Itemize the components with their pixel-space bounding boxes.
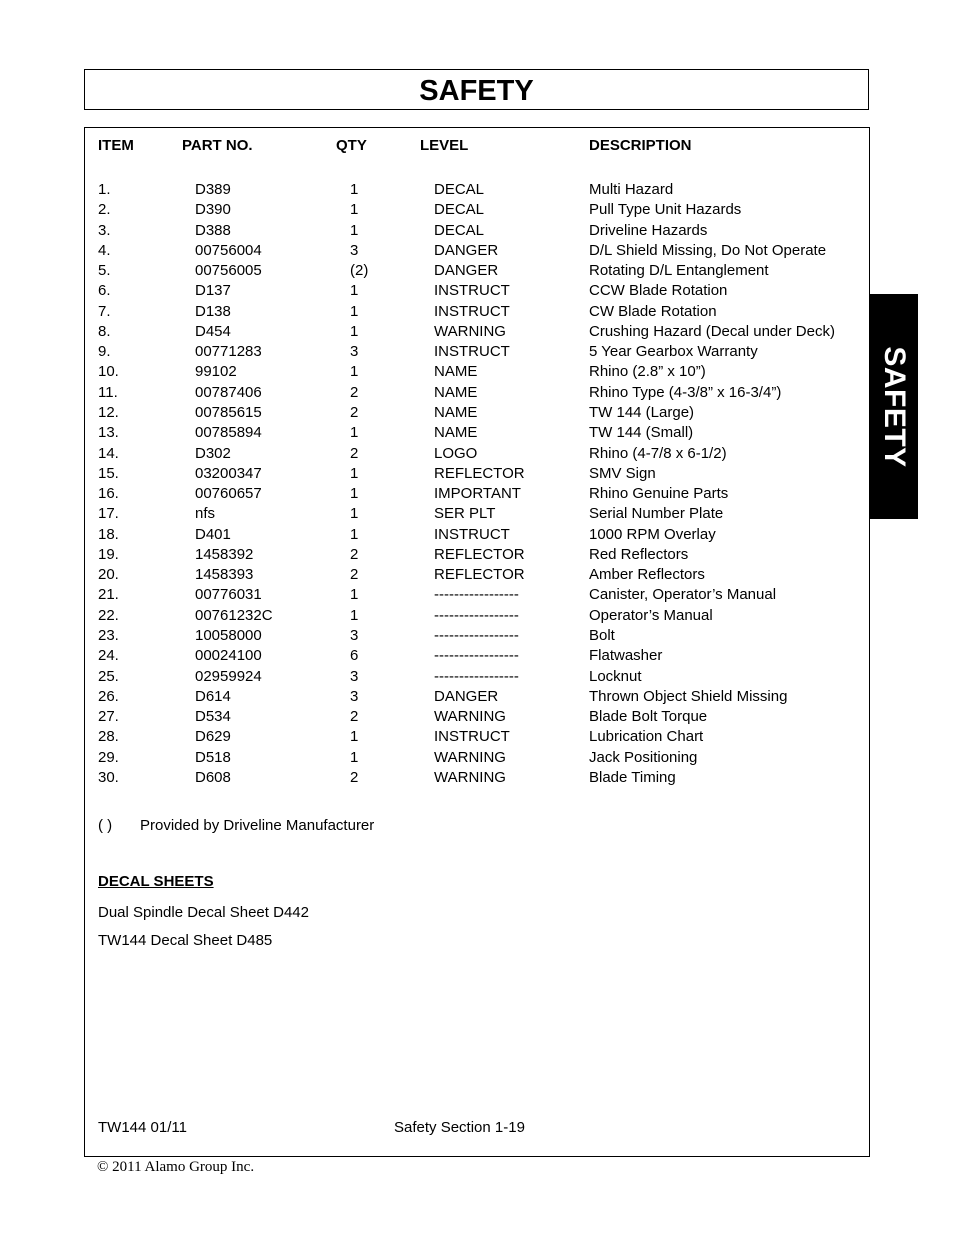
item-number-cell: 7. <box>98 302 111 320</box>
item-number-cell: 23. <box>98 626 119 644</box>
level-cell: ----------------- <box>434 667 519 685</box>
column-header-level: LEVEL <box>420 137 469 154</box>
item-number-cell: 21. <box>98 586 119 604</box>
item-number-cell: 25. <box>98 667 119 685</box>
table-row <box>0 404 954 424</box>
part-number-cell: nfs <box>195 505 216 523</box>
table-row <box>0 505 954 525</box>
quantity-cell: 3 <box>350 687 359 705</box>
table-row <box>0 363 954 383</box>
level-cell: NAME <box>434 424 478 442</box>
part-number-cell: 02959924 <box>195 667 262 685</box>
quantity-cell: 2 <box>350 404 359 421</box>
part-number-cell: 00771283 <box>195 343 262 361</box>
level-cell: IMPORTANT <box>434 485 521 503</box>
table-row <box>0 546 954 566</box>
part-number-cell: D608 <box>195 768 231 786</box>
part-number-cell: 00785615 <box>195 404 262 421</box>
item-number-cell: 13. <box>98 424 119 442</box>
note-text: Provided by Driveline Manufacturer <box>140 817 375 834</box>
description-cell: Jack Positioning <box>589 748 698 766</box>
quantity-cell: 1 <box>350 363 359 381</box>
table-row <box>0 262 954 282</box>
level-cell: INSTRUCT <box>434 525 510 543</box>
item-number-cell: 17. <box>98 505 119 523</box>
level-cell: DANGER <box>434 687 499 705</box>
level-cell: DECAL <box>434 201 485 219</box>
item-number-cell: 12. <box>98 404 119 421</box>
quantity-cell: 3 <box>350 626 359 644</box>
part-number-cell: D454 <box>195 322 231 340</box>
level-cell: NAME <box>434 383 478 401</box>
side-tab-label: SAFETY <box>877 345 911 468</box>
table-row <box>0 384 954 404</box>
quantity-cell: 1 <box>350 505 359 523</box>
item-number-cell: 22. <box>98 606 119 624</box>
part-number-cell: D518 <box>195 748 231 766</box>
item-number-cell: 20. <box>98 566 119 584</box>
description-cell: Blade Timing <box>589 768 676 786</box>
part-number-cell: 1458392 <box>195 545 254 563</box>
description-cell: Multi Hazard <box>589 181 674 198</box>
quantity-cell: 3 <box>350 241 359 259</box>
table-row <box>0 627 954 647</box>
quantity-cell: 1 <box>350 282 359 300</box>
table-row <box>0 303 954 323</box>
table-row <box>0 586 954 606</box>
description-cell: Rotating D/L Entanglement <box>589 262 769 280</box>
quantity-cell: 1 <box>350 302 359 320</box>
table-row <box>0 201 954 221</box>
description-cell: Rhino (2.8” x 10”) <box>589 363 706 381</box>
decal-sheet-item: Dual Spindle Decal Sheet D442 <box>98 904 309 921</box>
level-cell: WARNING <box>434 768 506 786</box>
description-cell: Rhino (4-7/8 x 6-1/2) <box>589 444 727 462</box>
quantity-cell: 1 <box>350 606 359 624</box>
table-row <box>0 445 954 465</box>
description-cell: Bolt <box>589 626 615 644</box>
quantity-cell: 3 <box>350 667 359 685</box>
item-number-cell: 5. <box>98 262 111 280</box>
level-cell: WARNING <box>434 322 506 340</box>
part-number-cell: 1458393 <box>195 566 254 584</box>
description-cell: SMV Sign <box>589 464 656 482</box>
item-number-cell: 10. <box>98 363 119 381</box>
level-cell: INSTRUCT <box>434 343 510 361</box>
quantity-cell: 1 <box>350 322 359 340</box>
level-cell: DECAL <box>434 221 485 239</box>
quantity-cell: 1 <box>350 748 359 766</box>
table-row <box>0 424 954 444</box>
footer-model-date: TW144 01/11 <box>98 1119 187 1136</box>
level-cell: NAME <box>434 363 478 381</box>
part-number-cell: D534 <box>195 708 231 725</box>
level-cell: WARNING <box>434 708 506 725</box>
item-number-cell: 6. <box>98 282 111 300</box>
description-cell: Rhino Type (4-3/8” x 16-3/4”) <box>589 383 782 401</box>
column-header-part-no: PART NO. <box>182 137 253 154</box>
item-number-cell: 14. <box>98 444 119 462</box>
quantity-cell: 1 <box>350 221 359 239</box>
item-number-cell: 30. <box>98 768 119 786</box>
item-number-cell: 26. <box>98 687 119 705</box>
item-number-cell: 8. <box>98 322 111 340</box>
description-cell: TW 144 (Small) <box>589 424 694 442</box>
level-cell: REFLECTOR <box>434 464 525 482</box>
description-cell: Blade Bolt Torque <box>589 708 708 725</box>
level-cell: REFLECTOR <box>434 566 525 584</box>
description-cell: Rhino Genuine Parts <box>589 485 729 503</box>
table-row <box>0 465 954 485</box>
decal-sheet-item: TW144 Decal Sheet D485 <box>98 932 273 949</box>
description-cell: CCW Blade Rotation <box>589 282 728 300</box>
description-cell: Operator’s Manual <box>589 606 713 624</box>
level-cell: ----------------- <box>434 586 519 604</box>
quantity-cell: 2 <box>350 768 359 786</box>
level-cell: REFLECTOR <box>434 545 525 563</box>
description-cell: CW Blade Rotation <box>589 302 717 320</box>
part-number-cell: D629 <box>195 728 231 746</box>
quantity-cell: 3 <box>350 343 359 361</box>
table-row <box>0 181 954 201</box>
part-number-cell: D137 <box>195 282 231 300</box>
level-cell: ----------------- <box>434 647 519 665</box>
footer-page-number: Safety Section 1-19 <box>394 1119 525 1136</box>
level-cell: WARNING <box>434 748 506 766</box>
item-number-cell: 24. <box>98 647 119 665</box>
level-cell: ----------------- <box>434 626 519 644</box>
quantity-cell: 1 <box>350 424 359 442</box>
level-cell: ----------------- <box>434 606 519 624</box>
table-row <box>0 526 954 546</box>
table-row <box>0 647 954 667</box>
note-symbol: ( ) <box>98 817 113 834</box>
quantity-cell: 1 <box>350 525 359 543</box>
level-cell: INSTRUCT <box>434 282 510 300</box>
quantity-cell: 1 <box>350 201 359 219</box>
table-row <box>0 323 954 343</box>
description-cell: Locknut <box>589 667 642 685</box>
quantity-cell: 2 <box>350 383 359 401</box>
item-number-cell: 27. <box>98 708 119 725</box>
level-cell: DECAL <box>434 181 485 198</box>
part-number-cell: 00785894 <box>195 424 262 442</box>
part-number-cell: 00024100 <box>195 647 262 665</box>
part-number-cell: 00756005 <box>195 262 262 280</box>
part-number-cell: 00760657 <box>195 485 262 503</box>
quantity-cell: 2 <box>350 566 359 584</box>
description-cell: TW 144 (Large) <box>589 404 695 421</box>
description-cell: Crushing Hazard (Decal under Deck) <box>589 322 835 340</box>
part-number-cell: 00761232C <box>195 606 273 624</box>
description-cell: Canister, Operator’s Manual <box>589 586 777 604</box>
page-title-box <box>84 69 869 110</box>
part-number-cell: D388 <box>195 221 231 239</box>
quantity-cell: (2) <box>350 262 369 280</box>
column-header-item: ITEM <box>98 137 134 154</box>
item-number-cell: 1. <box>98 181 111 198</box>
item-number-cell: 18. <box>98 525 119 543</box>
description-cell: Pull Type Unit Hazards <box>589 201 742 219</box>
level-cell: LOGO <box>434 444 478 462</box>
item-number-cell: 29. <box>98 748 119 766</box>
part-number-cell: 00756004 <box>195 241 262 259</box>
table-row <box>0 728 954 748</box>
quantity-cell: 2 <box>350 545 359 563</box>
part-number-cell: D401 <box>195 525 231 543</box>
item-number-cell: 16. <box>98 485 119 503</box>
level-cell: DANGER <box>434 241 499 259</box>
table-row <box>0 688 954 708</box>
part-number-cell: 03200347 <box>195 464 262 482</box>
table-row <box>0 282 954 302</box>
quantity-cell: 2 <box>350 708 359 725</box>
description-cell: Thrown Object Shield Missing <box>589 687 788 705</box>
table-row <box>0 485 954 505</box>
description-cell: Driveline Hazards <box>589 221 708 239</box>
quantity-cell: 1 <box>350 485 359 503</box>
table-row <box>0 708 954 728</box>
description-cell: Flatwasher <box>589 647 663 665</box>
level-cell: INSTRUCT <box>434 728 510 746</box>
description-cell: Serial Number Plate <box>589 505 724 523</box>
quantity-cell: 1 <box>350 181 359 198</box>
item-number-cell: 9. <box>98 343 111 361</box>
level-cell: NAME <box>434 404 478 421</box>
item-number-cell: 3. <box>98 221 111 239</box>
item-number-cell: 19. <box>98 545 119 563</box>
part-number-cell: 10058000 <box>195 626 262 644</box>
table-row <box>0 769 954 789</box>
table-row <box>0 566 954 586</box>
page-title: SAFETY <box>419 75 534 107</box>
item-number-cell: 2. <box>98 201 111 219</box>
table-row <box>0 343 954 363</box>
item-number-cell: 4. <box>98 241 111 259</box>
part-number-cell: D390 <box>195 201 231 219</box>
part-number-cell: 00787406 <box>195 383 262 401</box>
description-cell: Red Reflectors <box>589 545 689 563</box>
part-number-cell: D138 <box>195 302 231 320</box>
table-row <box>0 607 954 627</box>
level-cell: DANGER <box>434 262 499 280</box>
table-row <box>0 222 954 242</box>
part-number-cell: D614 <box>195 687 231 705</box>
quantity-cell: 2 <box>350 444 359 462</box>
quantity-cell: 6 <box>350 647 359 665</box>
item-number-cell: 11. <box>98 383 118 401</box>
quantity-cell: 1 <box>350 586 359 604</box>
description-cell: 5 Year Gearbox Warranty <box>589 343 758 361</box>
part-number-cell: 99102 <box>195 363 237 381</box>
level-cell: SER PLT <box>434 505 496 523</box>
part-number-cell: D302 <box>195 444 231 462</box>
table-row <box>0 668 954 688</box>
decal-sheets-heading: DECAL SHEETS <box>98 873 214 890</box>
table-row <box>0 749 954 769</box>
column-header-qty: QTY <box>336 137 367 154</box>
description-cell: Amber Reflectors <box>589 566 705 584</box>
item-number-cell: 28. <box>98 728 119 746</box>
quantity-cell: 1 <box>350 464 359 482</box>
description-cell: 1000 RPM Overlay <box>589 525 716 543</box>
column-header-description: DESCRIPTION <box>589 137 692 154</box>
quantity-cell: 1 <box>350 728 359 746</box>
part-number-cell: 00776031 <box>195 586 262 604</box>
table-row <box>0 242 954 262</box>
part-number-cell: D389 <box>195 181 231 198</box>
item-number-cell: 15. <box>98 464 119 482</box>
description-cell: D/L Shield Missing, Do Not Operate <box>589 241 827 259</box>
description-cell: Lubrication Chart <box>589 728 704 746</box>
copyright: © 2011 Alamo Group Inc. <box>97 1159 255 1175</box>
level-cell: INSTRUCT <box>434 302 510 320</box>
